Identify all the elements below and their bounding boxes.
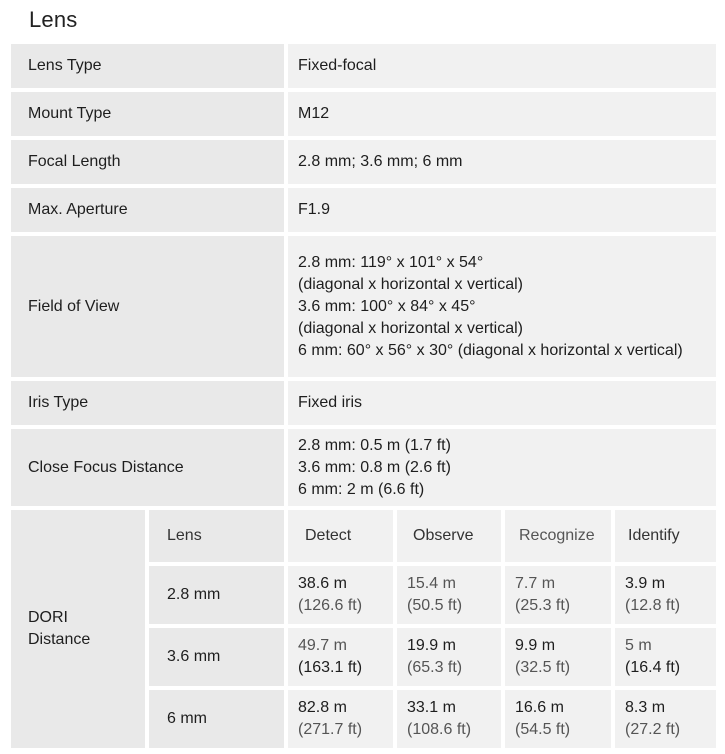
dori-header-identify: Identify xyxy=(615,510,716,562)
close-focus-line: 3.6 mm: 0.8 m (2.6 ft) xyxy=(298,458,451,476)
dori-detect-3-6 xyxy=(288,628,393,686)
focal-length-value: 2.8 mm; 3.6 mm; 6 mm xyxy=(288,140,716,184)
dori-meters: 38.6 m xyxy=(298,575,347,592)
iris-type-value: Fixed iris xyxy=(288,381,716,425)
dori-observe-3-6 xyxy=(397,628,501,686)
dori-feet: (16.4 ft) xyxy=(625,659,681,676)
field-of-view-value xyxy=(288,236,716,377)
close-focus-label: Close Focus Distance xyxy=(11,429,284,506)
max-aperture-label: Max. Aperture xyxy=(11,188,284,232)
dori-recognize-6 xyxy=(505,690,611,748)
dori-feet: (271.7 ft) xyxy=(298,721,363,738)
dori-feet: (65.3 ft) xyxy=(407,659,463,676)
dori-feet: (27.2 ft) xyxy=(625,721,681,738)
dori-meters: 82.8 m xyxy=(298,699,347,716)
dori-header-detect: Detect xyxy=(288,510,393,562)
dori-observe-6 xyxy=(397,690,501,748)
dori-identify-3-6 xyxy=(615,628,716,686)
dori-meters: 3.9 m xyxy=(625,575,666,592)
dori-meters: 49.7 m xyxy=(298,637,347,654)
dori-recognize-2-8 xyxy=(505,566,611,624)
dori-feet: (54.5 ft) xyxy=(515,721,571,738)
close-focus-value xyxy=(288,429,716,506)
dori-meters: 15.4 m xyxy=(407,575,456,592)
dori-feet: (108.6 ft) xyxy=(407,721,472,738)
dori-lens-2-8: 2.8 mm xyxy=(149,566,284,624)
mount-type-label: Mount Type xyxy=(11,92,284,136)
dori-feet: (163.1 ft) xyxy=(298,659,363,676)
fov-line: 3.6 mm: 100° x 84° x 45° xyxy=(298,297,476,315)
dori-detect-2-8 xyxy=(288,566,393,624)
close-focus-line: 2.8 mm: 0.5 m (1.7 ft) xyxy=(298,436,451,454)
close-focus-line: 6 mm: 2 m (6.6 ft) xyxy=(298,480,425,498)
dori-header-observe: Observe xyxy=(397,510,501,562)
dori-lens-3-6: 3.6 mm xyxy=(149,628,284,686)
focal-length-label: Focal Length xyxy=(11,140,284,184)
dori-meters: 33.1 m xyxy=(407,699,456,716)
dori-feet: (32.5 ft) xyxy=(515,659,571,676)
dori-feet: (126.6 ft) xyxy=(298,597,363,614)
dori-meters: 8.3 m xyxy=(625,699,666,716)
dori-feet: (50.5 ft) xyxy=(407,597,463,614)
dori-lens-6: 6 mm xyxy=(149,690,284,748)
dori-header-recognize: Recognize xyxy=(505,510,611,562)
lens-type-label: Lens Type xyxy=(11,44,284,88)
fov-line: 2.8 mm: 119° x 101° x 54° xyxy=(298,253,484,271)
fov-line: (diagonal x horizontal x vertical) xyxy=(298,275,523,293)
dori-meters: 9.9 m xyxy=(515,637,556,654)
dori-distance-label xyxy=(11,510,145,748)
max-aperture-value: F1.9 xyxy=(288,188,716,232)
dori-header-lens: Lens xyxy=(149,510,284,562)
lens-spec-table xyxy=(11,44,714,748)
section-title: Lens xyxy=(29,7,78,32)
dori-meters: 7.7 m xyxy=(515,575,556,592)
dori-detect-6 xyxy=(288,690,393,748)
dori-feet: (25.3 ft) xyxy=(515,597,571,614)
dori-meters: 5 m xyxy=(625,637,652,654)
dori-identify-2-8 xyxy=(615,566,716,624)
dori-meters: 19.9 m xyxy=(407,637,456,654)
dori-meters: 16.6 m xyxy=(515,699,564,716)
dori-label-line: DORI xyxy=(28,609,68,626)
dori-feet: (12.8 ft) xyxy=(625,597,681,614)
dori-observe-2-8 xyxy=(397,566,501,624)
fov-line: 6 mm: 60° x 56° x 30° (diagonal x horizontal x vertical) xyxy=(298,341,683,359)
fov-line: (diagonal x horizontal x vertical) xyxy=(298,319,523,337)
lens-type-value: Fixed-focal xyxy=(288,44,716,88)
dori-identify-6 xyxy=(615,690,716,748)
dori-label-line: Distance xyxy=(28,631,91,648)
iris-type-label: Iris Type xyxy=(11,381,284,425)
dori-recognize-3-6 xyxy=(505,628,611,686)
mount-type-value: M12 xyxy=(288,92,716,136)
field-of-view-label: Field of View xyxy=(11,236,284,377)
